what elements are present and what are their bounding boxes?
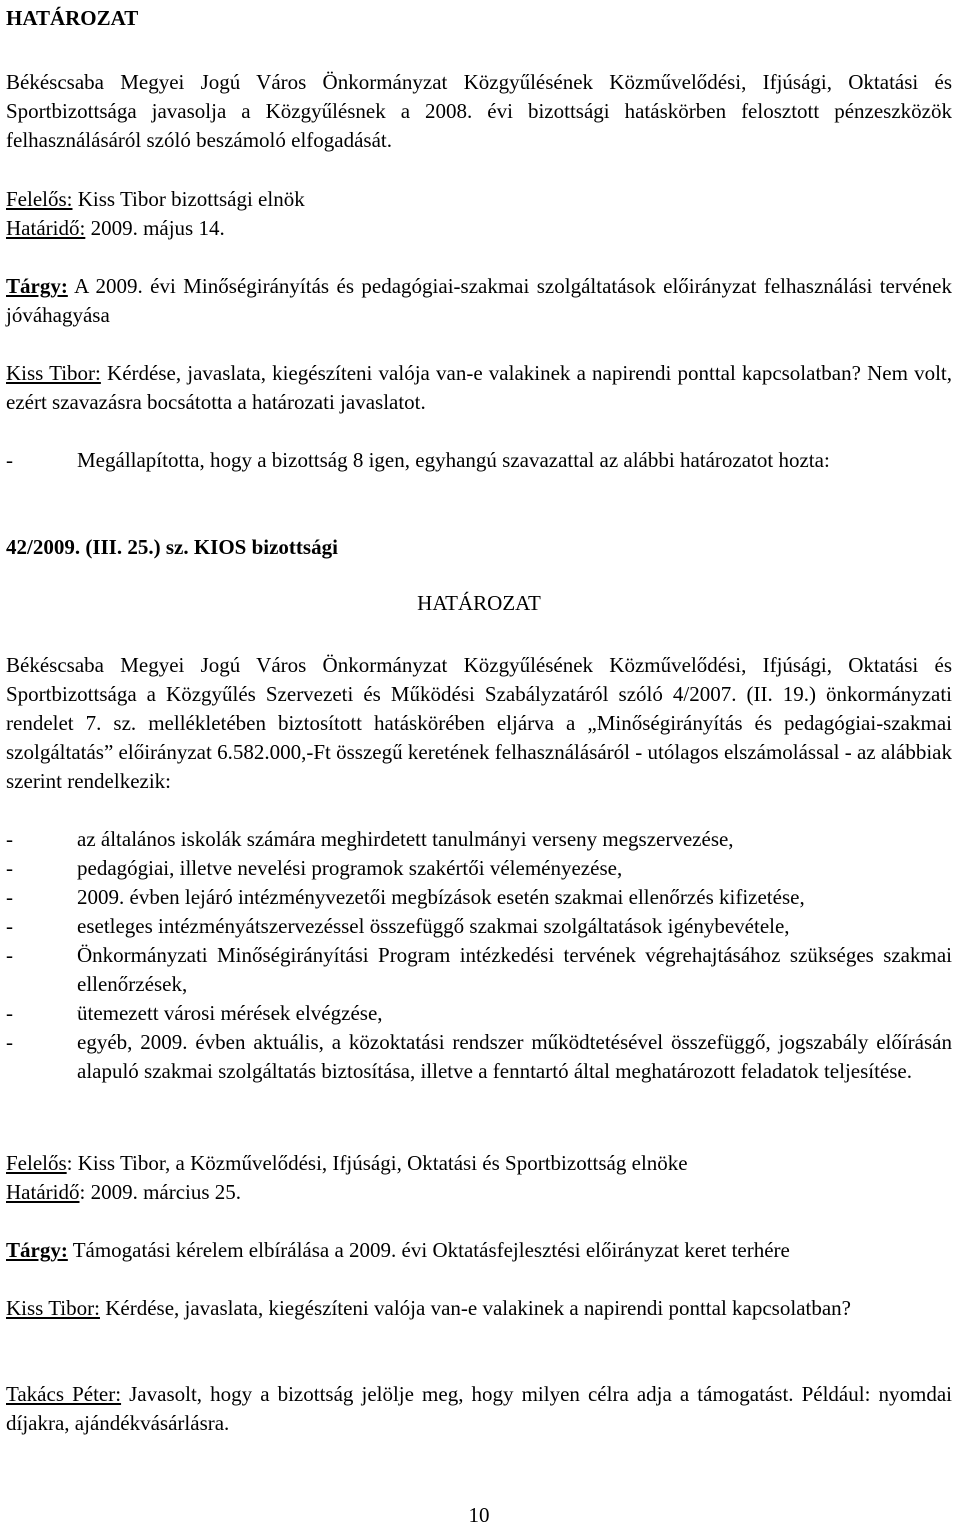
list-item: - Önkormányzati Minőségirányítási Program intézkedési tervének végrehajtásához szükséges szakmai ellenőrzések, [6, 941, 952, 999]
finding-text: - Megállapította, hogy a bizottság 8 igen, egyhangú szavazattal az alábbi határozatot hozta: [6, 446, 952, 475]
intro-paragraph-1: Békéscsaba Megyei Jogú Város Önkormányzat Közgyűlésének Közművelődési, Ifjúsági, Oktatási és Sportbizottsága javasolja a Közgyűlésnek a 2008. évi bizottsági hatáskörben felosztott pénzeszközök felhasználásáról szóló beszámoló elfogadását. [6, 70, 952, 152]
deadline-line-1 [6, 214, 952, 243]
kiss-tibor-paragraph-1 [6, 359, 952, 417]
subject-text-2: Támogatási kérelem elbírálása a 2009. évi Oktatásfejlesztési előirányzat keret terhére [67, 1238, 790, 1262]
list-item: - az általános iskolák számára meghirdetett tanulmányi verseny megszervezése, [6, 825, 952, 854]
list-item: - ütemezett városi mérések elvégzése, [6, 999, 952, 1028]
speaker-kiss-tibor-2: Kiss Tibor: [6, 1296, 100, 1320]
takacs-peter-paragraph [6, 1380, 952, 1438]
kiss-tibor-text-1: Kérdése, javaslata, kiegészíteni valója van-e valakinek a napirendi ponttal kapcsolatban? Nem volt, ezért szavazásra bocsátotta a határozati javaslatot. [6, 361, 952, 414]
takacs-peter-text: Javasolt, hogy a bizottság jelölje meg, hogy milyen célra adja a támogatást. Például: nyomdai díjakra, ajándékvásárlásra. [6, 1382, 952, 1435]
kiss-tibor-paragraph-2 [6, 1294, 952, 1323]
deadline-line-2 [6, 1178, 952, 1207]
page-number: 10 [468, 1503, 490, 1527]
resolution-number: 42/2009. (III. 25.) sz. KIOS bizottsági [6, 535, 338, 559]
list-item: - esetleges intézményátszervezéssel összefüggő szakmai szolgáltatások igénybevétele, [6, 912, 952, 941]
finding-item [6, 446, 952, 475]
heading-hatarozat-2: HATÁROZAT [417, 591, 541, 615]
subject-text-1: A 2009. évi Minőségirányítás és pedagógiai-szakmai szolgáltatások előirányzat felhasználási tervének jóváhagyása [6, 274, 952, 327]
subject-paragraph-1 [6, 272, 952, 330]
responsible-value-2: : Kiss Tibor, a Közművelődési, Ifjúsági, Oktatási és Sportbizottság elnöke [66, 1151, 688, 1175]
responsible-line-1 [6, 185, 952, 214]
kiss-tibor-text-2: Kérdése, javaslata, kiegészíteni valója van-e valakinek a napirendi ponttal kapcsolatban? [99, 1296, 851, 1320]
list-item: - 2009. évben lejáró intézményvezetői megbízások esetén szakmai ellenőrzés kifizetése, [6, 883, 952, 912]
responsible-line-2 [6, 1149, 952, 1178]
deadline-value-1: 2009. május 14. [85, 216, 225, 240]
responsible-value-1: Kiss Tibor bizottsági elnök [72, 187, 305, 211]
responsible-label-1: Felelős: [6, 187, 73, 211]
heading-hatarozat-1: HATÁROZAT [6, 6, 139, 30]
deadline-value-2: : 2009. március 25. [79, 1180, 242, 1204]
responsible-label-2: Felelős [6, 1151, 67, 1175]
subject-label-2: Tárgy: [6, 1238, 68, 1262]
deadline-label-2: Határidő [6, 1180, 80, 1204]
subject-label-1: Tárgy: [6, 274, 68, 298]
list-item: - pedagógiai, illetve nevelési programok szakértői véleményezése, [6, 854, 952, 883]
intro-paragraph-2: Békéscsaba Megyei Jogú Város Önkormányzat Közgyűlésének Közművelődési, Ifjúsági, Oktatási és Sportbizottsága a Közgyűlés Szervezeti és Működési Szabályzatáról szóló 4/2007. (II. 19.) önkormányzati rendelet 7. sz. mellékletében biztosított hatáskörében eljárva a „Minőségirányítás és pedagógiai-szakmai szolgáltatás” előirányzat 6.582.000,-Ft összegű keretének felhasználásáról - utólagos elszámolással - az alábbiak szerint rendelkezik: [6, 653, 952, 793]
deadline-label-1: Határidő: [6, 216, 86, 240]
speaker-takacs-peter: Takács Péter: [6, 1382, 122, 1406]
measures-list [6, 825, 952, 1086]
list-item: - egyéb, 2009. évben aktuális, a közoktatási rendszer működtetésével összefüggő, jogszabály előírásán alapuló szakmai szolgáltatás biztosítása, illetve a fenntartó által meghatározott feladatok teljesítése. [6, 1028, 952, 1086]
speaker-kiss-tibor-1: Kiss Tibor: [6, 361, 101, 385]
subject-paragraph-2 [6, 1236, 952, 1265]
